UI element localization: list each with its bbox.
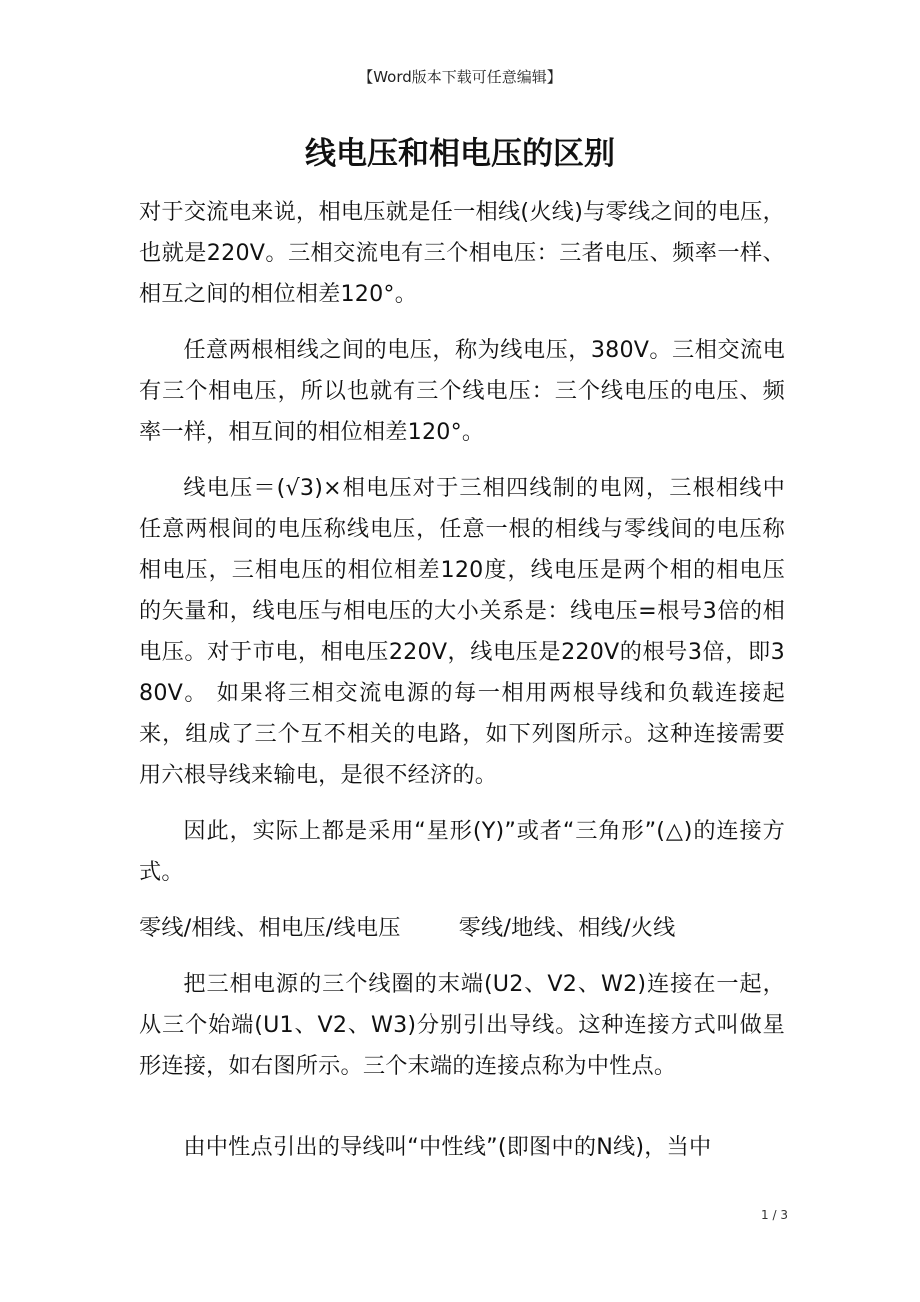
document-body: [139, 192, 785, 1183]
paragraph-star-connection: 把三相电源的三个线圈的末端(U2、V2、W2)连接在一起，从三个始端(U1、V2、W3)分别引出导线。这种连接方式叫做星形连接，如右图所示。三个末端的连接点称为中性点。: [139, 971, 785, 1079]
paragraph-connection-methods: 因此，实际上都是采用“星形(Y)”或者“三角形”(△)的连接方式。: [139, 818, 785, 885]
header-note: 【Word版本下载可任意编辑】: [358, 68, 562, 86]
figure-captions: 零线/相线、相电压/线电压 零线/地线、相线/火线: [139, 915, 676, 941]
paragraph-line-voltage: 任意两根相线之间的电压，称为线电压，380V。三相交流电有三个相电压，所以也就有三个线电压：三个线电压的电压、频率一样，相互间的相位相差120°。: [139, 337, 785, 445]
page-number: 1 / 3: [761, 1208, 788, 1222]
document-title: 线电压和相电压的区别: [305, 136, 615, 172]
paragraph-phase-voltage: 对于交流电来说，相电压就是任一相线(火线)与零线之间的电压，也就是220V。三相交流电有三个相电压：三者电压、频率一样、相互之间的相位相差120°。: [139, 199, 785, 307]
paragraph-neutral-line: 由中性点引出的导线叫“中性线”(即图中的N线)，当中: [183, 1134, 712, 1160]
paragraph-voltage-relation: 线电压＝(√3)×相电压对于三相四线制的电网，三根相线中任意两根间的电压称线电压，任意一根的相线与零线间的电压称相电压，三相电压的相位相差120度，线电压是两个相的相电压的矢量和，线电压与相电压的大小关系是：线电压=根号3倍的相电压。对于市电，相电压220V，线电压是220V的根号3倍，即380V。 如果将三相交流电源的每一相用两根导线和负载连接起来，组成了三个互不相关的电路，如下列图所示。这种连接需要用六根导线来输电，是很不经济的。: [139, 475, 785, 788]
